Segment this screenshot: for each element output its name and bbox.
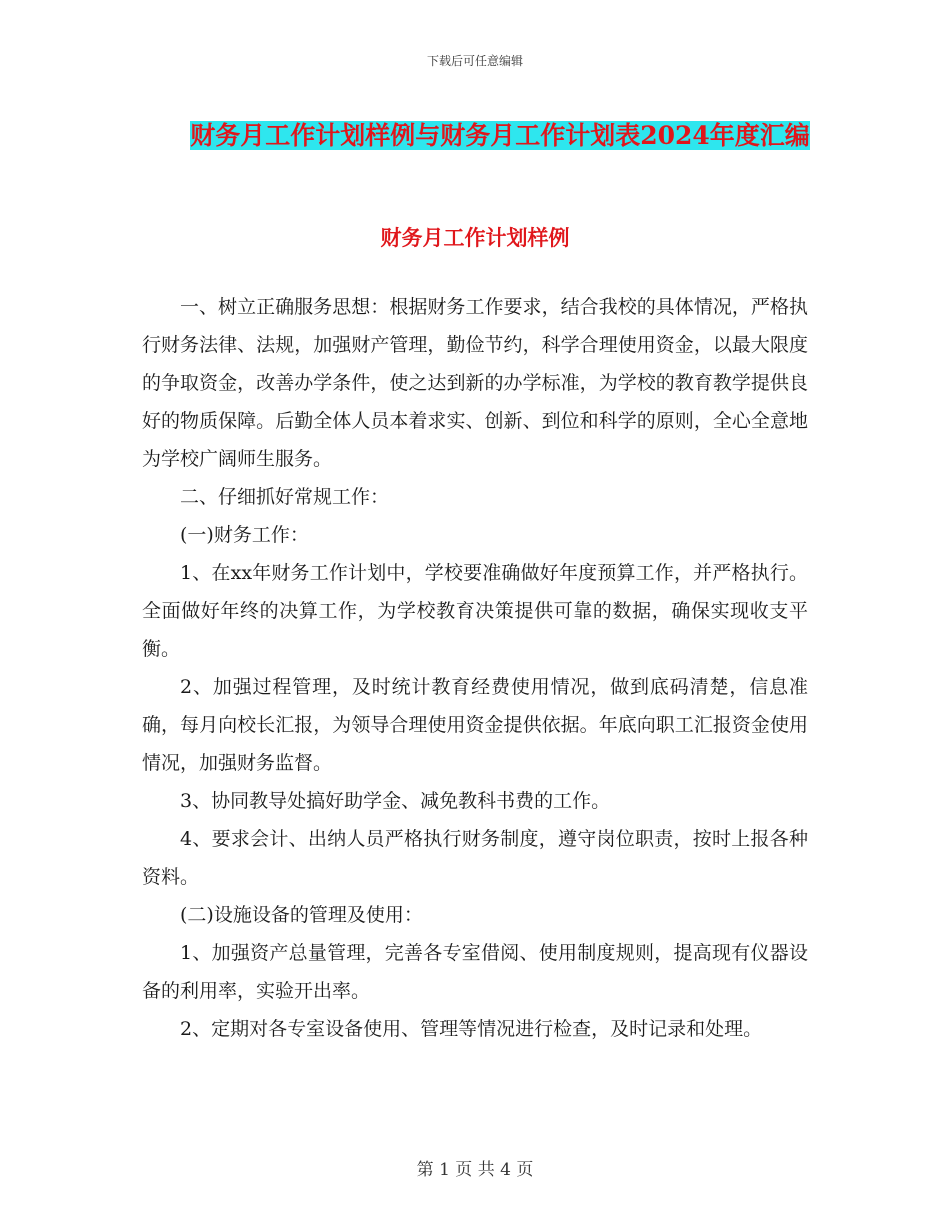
paragraph: 4、要求会计、出纳人员严格执行财务制度，遵守岗位职责，按时上报各种资料。: [142, 828, 808, 888]
document-body: [142, 288, 808, 1048]
paragraph: 2、定期对各专室设备使用、管理等情况进行检查，及时记录和处理。: [180, 1018, 763, 1040]
paragraph: (二)设施设备的管理及使用：: [180, 904, 423, 926]
document-title: [150, 112, 850, 160]
paragraph: (一)财务工作：: [180, 524, 309, 546]
paragraph: 一、树立正确服务思想：根据财务工作要求，结合我校的具体情况，严格执行财务法律、法规，加强财产管理，勤俭节约，科学合理使用资金，以最大限度的争取资金，改善办学条件，使之达到新的办学标准，为学校的教育教学提供良好的物质保障。后勤全体人员本着求实、创新、到位和科学的原则，全心全意地为学校广阔师生服务。: [142, 296, 808, 470]
paragraph: 二、仔细抓好常规工作：: [180, 486, 390, 508]
section-subtitle: 财务月工作计划样例: [380, 225, 570, 250]
paragraph: 1、在xx年财务工作计划中，学校要准确做好年度预算工作，并严格执行。全面做好年终的决算工作，为学校教育决策提供可靠的数据，确保实现收支平衡。: [142, 562, 808, 660]
document-title-text: 财务月工作计划样例与财务月工作计划表2024年度汇编: [190, 121, 810, 150]
paragraph: 3、协同教导处搞好助学金、减免教科书费的工作。: [180, 790, 611, 812]
page-footer: 第 1 页 共 4 页: [416, 1160, 534, 1180]
header-note: 下载后可任意编辑: [426, 54, 523, 68]
paragraph: 2、加强过程管理，及时统计教育经费使用情况，做到底码清楚，信息准确，每月向校长汇报，为领导合理使用资金提供依据。年底向职工汇报资金使用情况，加强财务监督。: [142, 676, 808, 774]
paragraph: 1、加强资产总量管理，完善各专室借阅、使用制度规则，提高现有仪器设备的利用率，实验开出率。: [142, 942, 808, 1002]
